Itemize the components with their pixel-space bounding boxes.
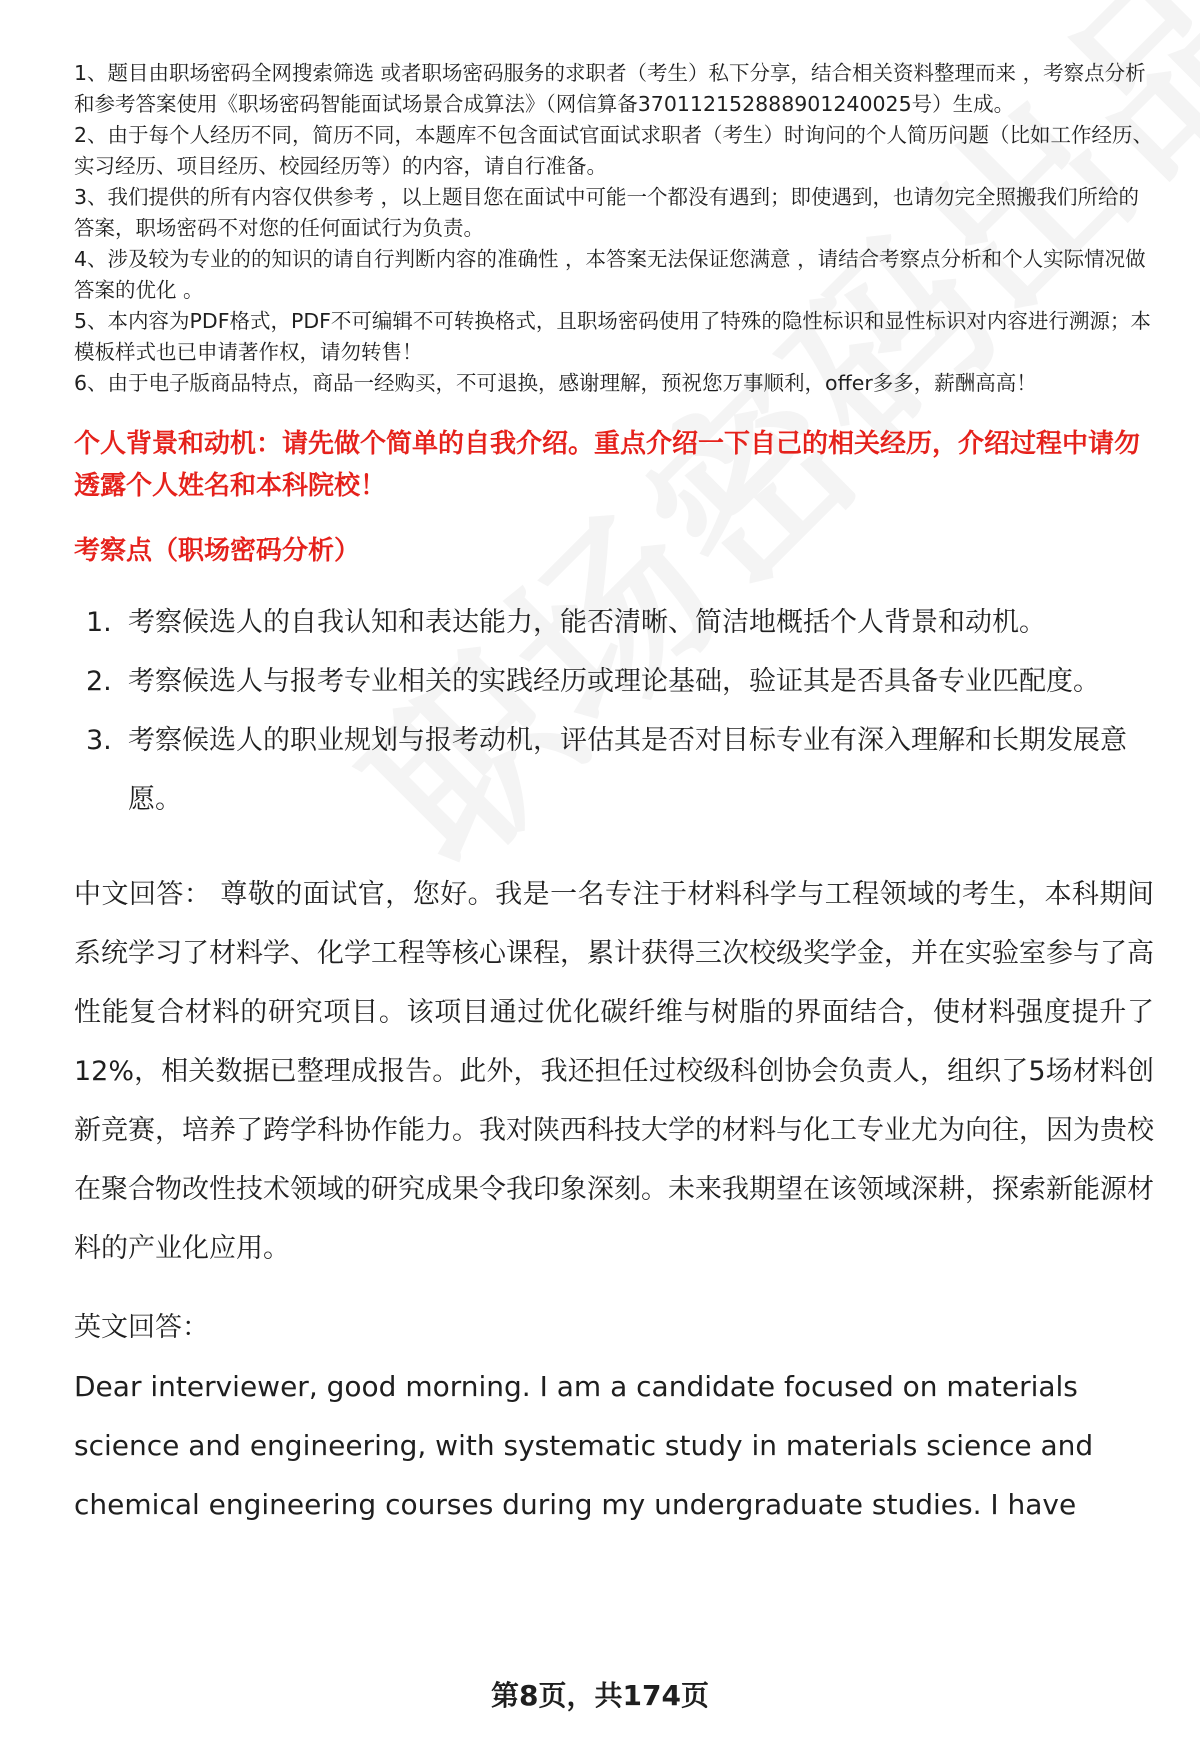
analysis-point — [74, 711, 1154, 829]
document-page — [74, 58, 1154, 1534]
analysis-points — [74, 593, 1154, 829]
chinese-answer: 中文回答： 尊敬的面试官，您好。我是一名专注于材料科学与工程领域的考生，本科期间系统学习了材料学、化学工程等核心课程，累计获得三次校级奖学金，并在实验室参与了高性能复合材料的研究项目。该项目通过优化碳纤维与树脂的界面结合，使材料强度提升了12%，相关数据已整理成报告。此外，我还担任过校级科创协会负责人，组织了5场材料创新竞赛，培养了跨学科协作能力。我对陕西科技大学的材料与化工专业尤为向往，因为贵校在聚合物改性技术领域的研究成果令我印象深刻。未来我期望在该领域深耕，探索新能源材料的产业化应用。 — [74, 879, 1154, 1264]
notice-item: 5、本内容为PDF格式，PDF不可编辑不可转换格式，且职场密码使用了特殊的隐性标识和显性标识对内容进行溯源；本模板样式也已申请著作权，请勿转售！ — [74, 309, 1151, 364]
analysis-heading: 考察点（职场密码分析） — [74, 536, 361, 566]
point-text: 考察候选人的自我认知和表达能力，能否清晰、简洁地概括个人背景和动机。 — [128, 607, 1046, 638]
point-number: 1. — [86, 607, 112, 638]
point-number: 3. — [86, 725, 112, 756]
notice-item: 3、我们提供的所有内容仅供参考 ，以上题目您在面试中可能一个都没有遇到；即使遇到，也请勿完全照搬我们所给的答案，职场密码不对您的任何面试行为负责。 — [74, 185, 1140, 240]
point-text: 考察候选人的职业规划与报考动机，评估其是否对目标专业有深入理解和长期发展意愿。 — [128, 725, 1127, 815]
english-answer-label: 英文回答： — [74, 1312, 209, 1343]
notice-item: 2、由于每个人经历不同，简历不同，本题库不包含面试官面试求职者（考生）时询问的个人简历问题（比如工作经历、实习经历、项目经历、校园经历等）的内容，请自行准备。 — [74, 123, 1154, 178]
analysis-point — [74, 652, 1154, 711]
notice-item: 1、题目由职场密码全网搜索筛选 或者职场密码服务的求职者（考生）私下分享，结合相关资料整理而来 ，考察点分析和参考答案使用《职场密码智能面试场景合成算法》（网信算备370112152888901240025号）生成。 — [74, 61, 1146, 116]
analysis-point — [74, 593, 1154, 652]
notice-item: 4、涉及较为专业的的知识的请自行判断内容的准确性 ，本答案无法保证您满意 ，请结合考察点分析和个人实际情况做答案的优化 。 — [74, 247, 1146, 302]
page-footer: 第8页，共174页 — [491, 1679, 709, 1712]
notice-item: 6、由于电子版商品特点，商品一经购买，不可退换，感谢理解，预祝您万事顺利，offer多多，薪酬高高！ — [74, 371, 1037, 395]
point-number: 2. — [86, 666, 112, 697]
point-text: 考察候选人与报考专业相关的实践经历或理论基础，验证其是否具备专业匹配度。 — [128, 666, 1100, 697]
english-answer: Dear interviewer, good morning. I am a candidate focused on materials science and engineering, with systematic study in materials science and chemical engineering courses during my undergraduate studies. I have — [74, 1370, 1094, 1521]
question-heading: 个人背景和动机：请先做个简单的自我介绍。重点介绍一下自己的相关经历，介绍过程中请勿透露个人姓名和本科院校！ — [74, 429, 1141, 501]
notice-list — [74, 58, 1154, 399]
